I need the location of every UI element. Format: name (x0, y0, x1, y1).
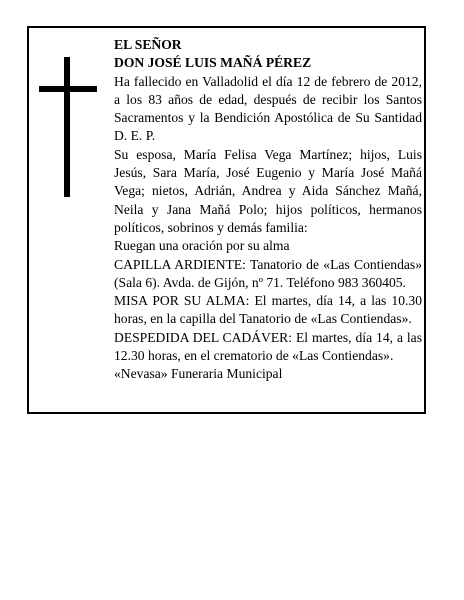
deceased-name: DON JOSÉ LUIS MAÑÁ PÉREZ (114, 55, 312, 71)
family-list: Su esposa, María Felisa Vega Martínez; hijos, Luis Jesús, Sara María, José Eugenio y María José Mañá Vega; nietos, Adrián, Andrea y Aida Sánchez Mañá, Neila y Jana Mañá Polo; hijos políticos, hermanos políticos, sobrinos y demás familia: (114, 146, 422, 235)
mass-info: MISA POR SU ALMA: El martes, día 14, a las 10.30 horas, en la capilla del Tanatorio de «Las Contiendas». (114, 293, 422, 327)
funeral-home: «Nevasa» Funeraria Municipal (114, 366, 283, 382)
prayer-request: Ruegan una oración por su alma (114, 238, 290, 254)
cross-vertical-bar (64, 57, 70, 197)
chapel-info: CAPILLA ARDIENTE: Tanatorio de «Las Contiendas» (Sala 6). Avda. de Gijón, nº 71. Teléfono 983 360405. (114, 256, 422, 290)
latin-cross-icon (39, 57, 97, 197)
death-announcement: Ha fallecido en Valladolid el día 12 de febrero de 2012, a los 83 años de edad, después de recibir los Santos Sacramentos y la Bendición Apostólica de Su Santidad D. E. P. (114, 73, 422, 144)
obituary-text (114, 36, 422, 384)
title-line-1: EL SEÑOR (114, 37, 182, 52)
cross-horizontal-bar (39, 86, 97, 92)
farewell-info: DESPEDIDA DEL CADÁVER: El martes, día 14, a las 12.30 horas, en el crematorio de «Las Contiendas». (114, 329, 422, 364)
